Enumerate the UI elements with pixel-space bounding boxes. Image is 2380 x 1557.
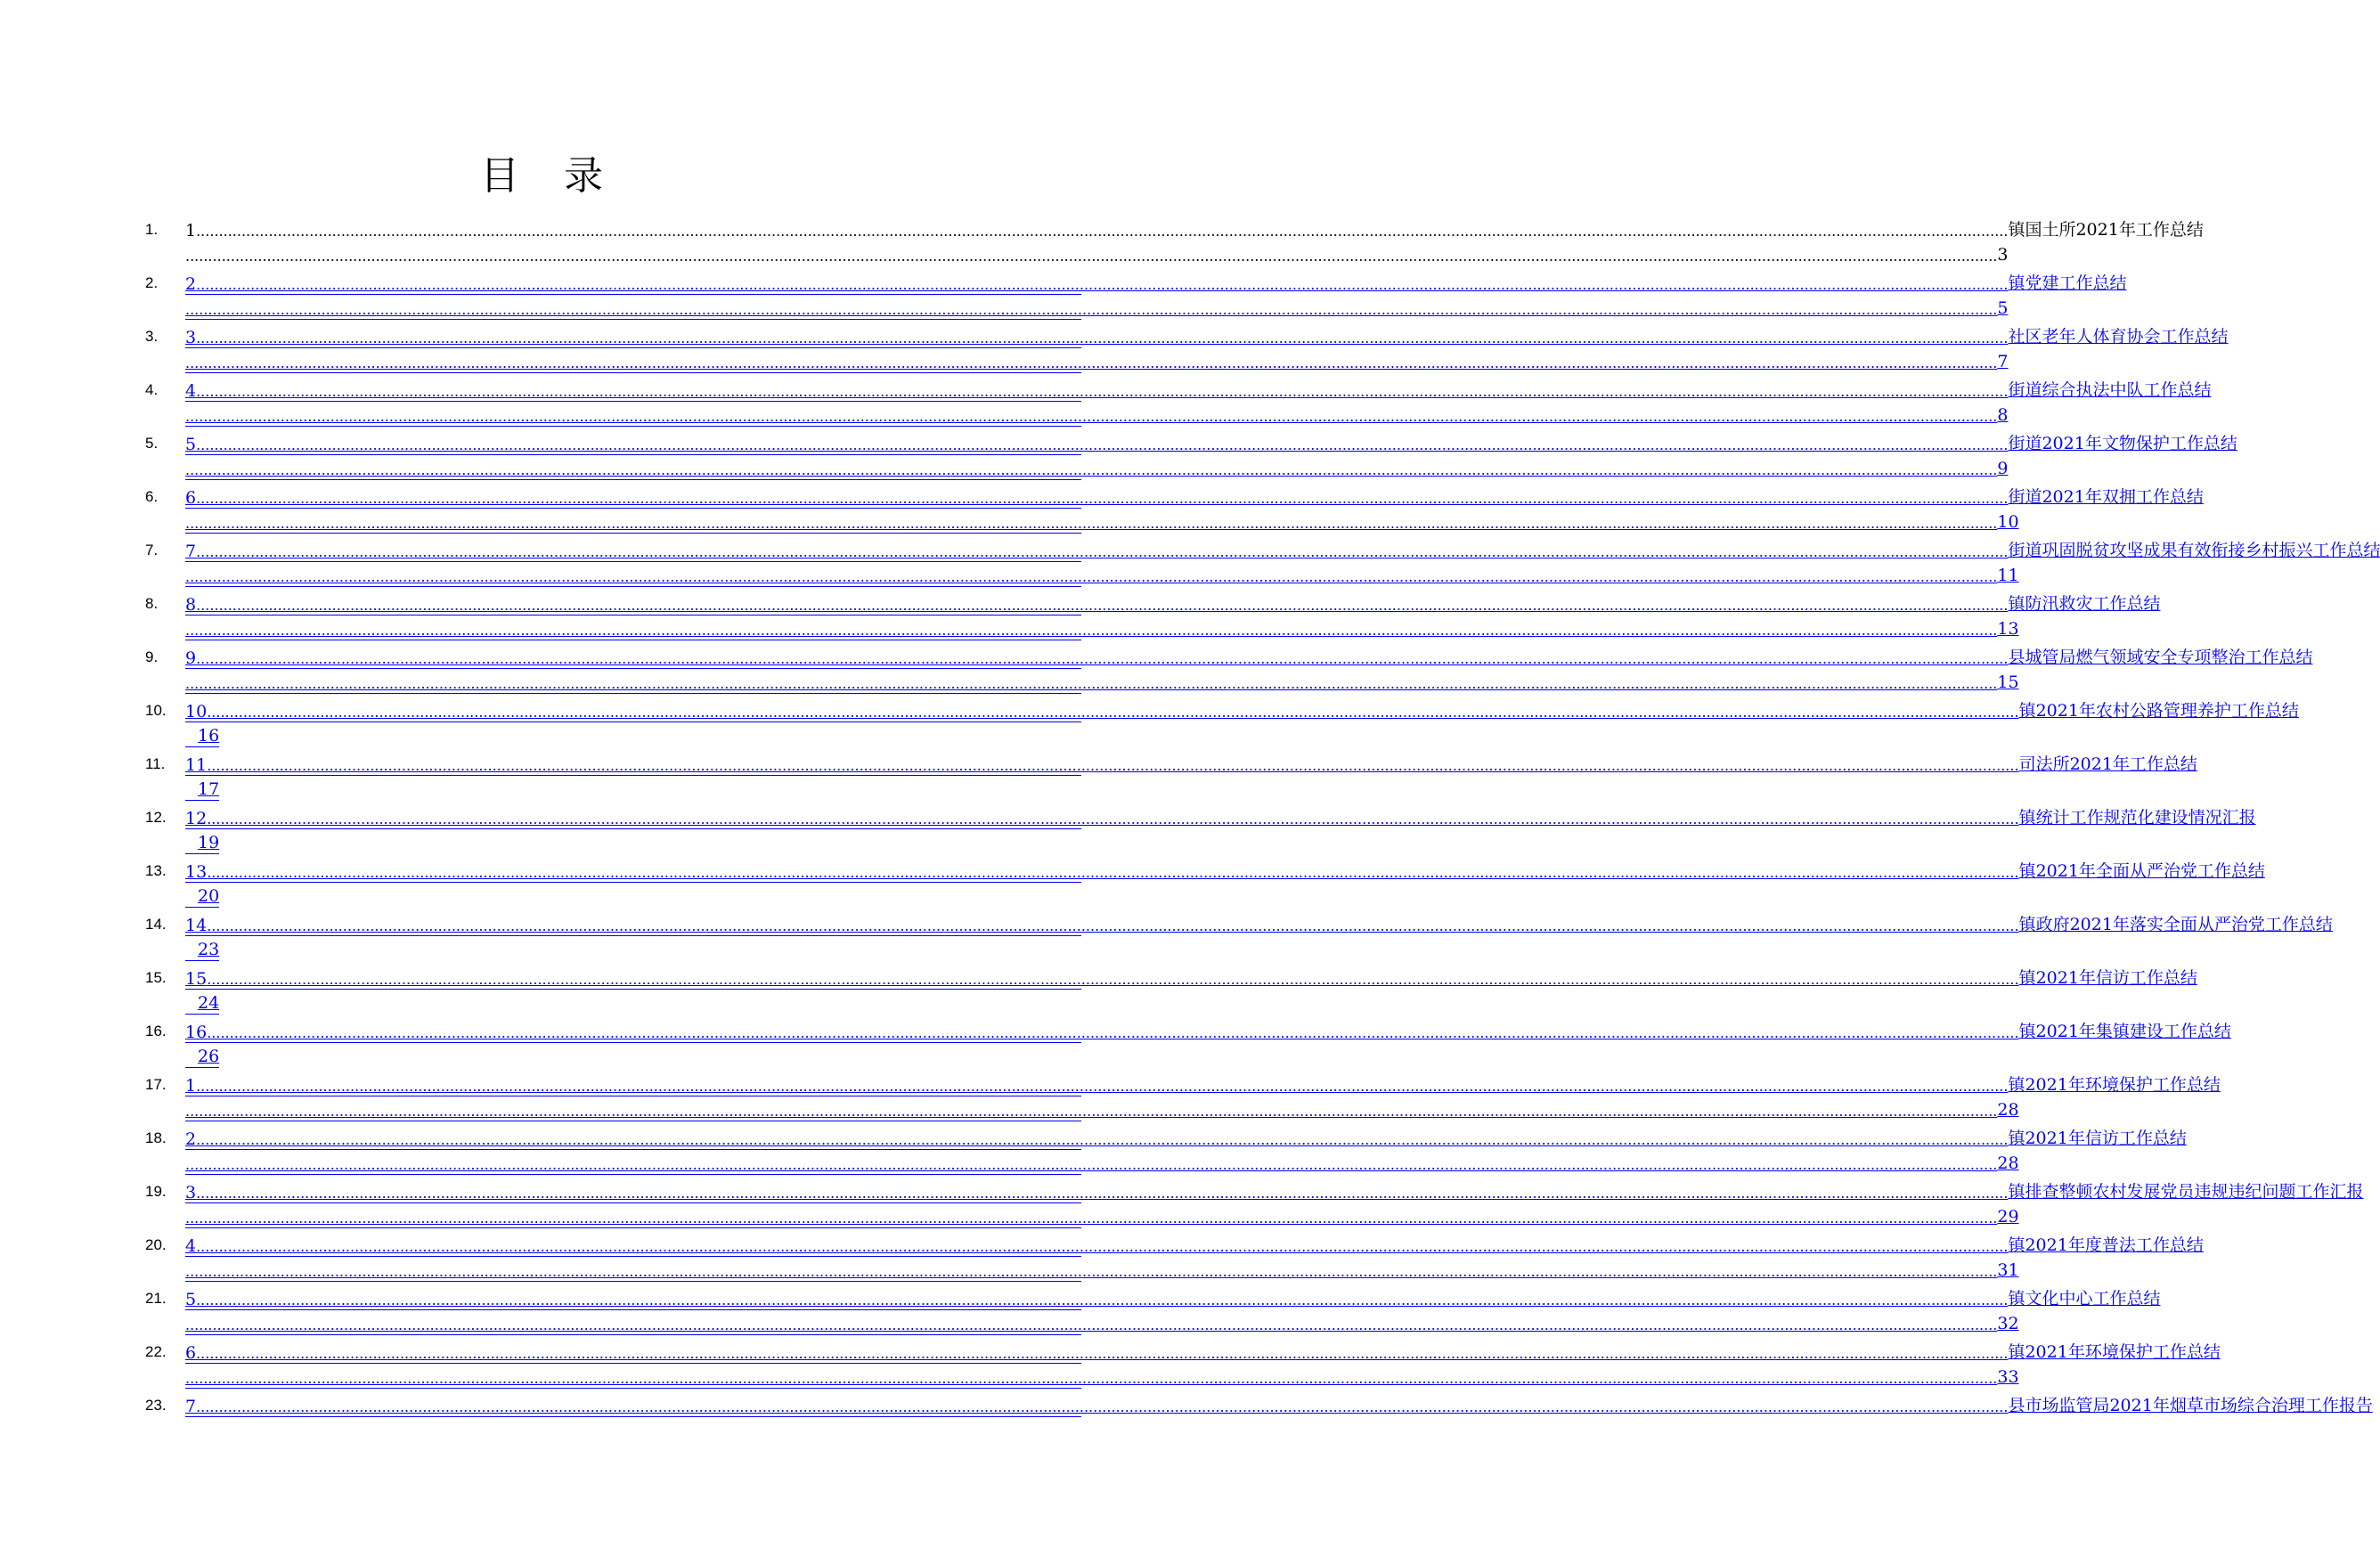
toc-entry-page-line[interactable] xyxy=(185,615,2019,640)
toc-entry-text: 镇2021年环境保护工作总结 xyxy=(2008,1342,2221,1362)
toc-entry-page-line[interactable] xyxy=(185,882,219,908)
dot-leader: ................................................................................................................................................................................................................................................................................................................................................................................................................ xyxy=(185,1210,1998,1227)
toc-entry-page-number: 5 xyxy=(1997,298,2009,318)
toc-entry-text: 司法所2021年工作总结 xyxy=(2018,754,2197,774)
toc-entry-text: 镇政府2021年落实全面从严治党工作总结 xyxy=(2018,915,2333,934)
toc-entry-title-line[interactable] xyxy=(185,1283,2161,1310)
toc-entry-page-number: 7 xyxy=(1997,352,2009,371)
toc-entry-lead: 3 xyxy=(185,1183,197,1202)
dot-leader: ................................................................................................................................................................................................................................................................................................................................................................................................................ xyxy=(196,1078,2009,1095)
toc-entry[interactable] xyxy=(0,534,2380,588)
toc-entry-title-line[interactable] xyxy=(185,267,2127,295)
toc-entry[interactable] xyxy=(0,321,2229,374)
toc-entry-text: 镇文化中心工作总结 xyxy=(2008,1289,2161,1308)
toc-entry-title-line[interactable] xyxy=(185,374,2212,402)
toc-entry[interactable] xyxy=(0,962,2197,1015)
toc-entry-page-number: 15 xyxy=(1997,673,2019,692)
toc-entry-number: 19. xyxy=(145,1183,167,1200)
toc-entry-number: 11. xyxy=(145,755,166,772)
dot-leader: ................................................................................................................................................................................................................................................................................................................................................................................................................ xyxy=(196,543,2009,560)
toc-entry-page-line[interactable] xyxy=(185,454,2009,480)
dot-leader: ................................................................................................................................................................................................................................................................................................................................................................................................................ xyxy=(207,864,2019,881)
toc-entry-page-line[interactable] xyxy=(185,1042,219,1068)
toc-entry[interactable] xyxy=(0,855,2265,909)
toc-entry[interactable] xyxy=(0,588,2161,641)
toc-entry-number: 21. xyxy=(145,1290,167,1307)
toc-entry-text: 镇党建工作总结 xyxy=(2008,273,2127,293)
toc-entry-lead: 5 xyxy=(185,435,197,454)
toc-entry[interactable] xyxy=(0,428,2237,481)
toc-entry-page-line[interactable] xyxy=(185,401,2009,427)
dot-leader: ................................................................................................................................................................................................................................................................................................................................................................................................................ xyxy=(185,515,1998,532)
toc-entry-text: 镇排查整顿农村发展党员违规违纪问题工作汇报 xyxy=(2008,1182,2364,1202)
toc-entry-number: 23. xyxy=(145,1397,167,1414)
toc-entry-page-line[interactable] xyxy=(185,721,219,747)
dot-leader: ................................................................................................................................................................................................................................................................................................................................................................................................................ xyxy=(196,490,2009,507)
dot-leader: ................................................................................................................................................................................................................................................................................................................................................................................................................ xyxy=(207,971,2019,988)
toc-entry-text: 县市场监管局2021年烟草市场综合治理工作报告 xyxy=(2008,1396,2373,1415)
toc-entry-page-number: 26 xyxy=(198,1047,220,1066)
toc-entry[interactable] xyxy=(0,748,2197,802)
toc-entry[interactable] xyxy=(0,1390,2373,1443)
toc-entry-title-line[interactable] xyxy=(185,909,2333,936)
toc-entry-page-line[interactable] xyxy=(185,668,2019,694)
toc-entry-number: 8. xyxy=(145,595,159,612)
toc-entry-page-line[interactable] xyxy=(185,347,2009,373)
toc-entry-number: 18. xyxy=(145,1129,167,1146)
toc-entry-lead: 14 xyxy=(185,916,208,935)
toc-entry-text: 镇2021年度普法工作总结 xyxy=(2008,1235,2204,1255)
dot-leader: ................................................................................................................................................................................................................................................................................................................................................................................................................ xyxy=(185,461,1998,478)
toc-entry-title-line[interactable] xyxy=(185,428,2237,455)
toc-entry-title-line[interactable] xyxy=(185,748,2197,776)
table-of-contents xyxy=(0,214,2380,1443)
toc-entry-lead: 7 xyxy=(185,542,197,561)
toc-entry-page-line[interactable] xyxy=(185,1256,2019,1282)
toc-entry-page-number: 16 xyxy=(198,726,220,746)
toc-entry-page-number: 17 xyxy=(198,779,220,799)
toc-entry[interactable] xyxy=(0,1176,2364,1229)
toc-entry-number: 10. xyxy=(145,702,167,719)
toc-entry-number: 7. xyxy=(145,542,159,558)
toc-entry-page-number: 33 xyxy=(1997,1367,2019,1387)
toc-entry-page-line[interactable] xyxy=(185,935,219,961)
toc-entry-lead: 12 xyxy=(185,809,208,828)
toc-entry-title-line[interactable] xyxy=(185,695,2299,722)
dot-leader: ................................................................................................................................................................................................................................................................................................................................................................................................................ xyxy=(185,675,1998,692)
toc-entry-lead: 7 xyxy=(185,1397,197,1416)
toc-entry-page-number: 23 xyxy=(198,940,220,959)
toc-entry-title-line[interactable] xyxy=(185,1229,2204,1257)
toc-entry-text: 镇防汛救灾工作总结 xyxy=(2008,594,2161,614)
toc-entry-lead: 4 xyxy=(185,1236,197,1256)
toc-entry[interactable] xyxy=(0,1336,2221,1390)
toc-entry-lead: 11 xyxy=(185,755,208,775)
toc-entry-text: 镇2021年信访工作总结 xyxy=(2008,1129,2187,1148)
dot-leader: ................................................................................................................................................................................................................................................................................................................................................................................................................ xyxy=(207,1024,2019,1041)
dot-leader: ................................................................................................................................................................................................................................................................................................................................................................................................................ xyxy=(185,1370,1998,1387)
dot-leader: ................................................................................................................................................................................................................................................................................................................................................................................................................ xyxy=(196,383,2009,400)
dot-leader: ................................................................................................................................................................................................................................................................................................................................................................................................................ xyxy=(196,1345,2009,1362)
toc-entry-page-line[interactable] xyxy=(185,1149,2019,1175)
toc-entry-page-number: 32 xyxy=(1997,1314,2019,1333)
toc-entry-page-line[interactable] xyxy=(185,775,219,801)
toc-entry-page-number: 11 xyxy=(1997,566,2019,585)
toc-entry-number: 1. xyxy=(145,221,159,238)
dot-leader: ................................................................................................................................................................................................................................................................................................................................................................................................................ xyxy=(185,248,1998,265)
toc-entry-text: 镇2021年信访工作总结 xyxy=(2018,968,2197,988)
toc-entry-lead: 15 xyxy=(185,969,208,989)
dot-leader: ................................................................................................................................................................................................................................................................................................................................................................................................................ xyxy=(185,301,1998,318)
toc-entry-title-line[interactable] xyxy=(185,802,2256,829)
toc-entry[interactable] xyxy=(0,1122,2187,1176)
toc-entry-page-number: 9 xyxy=(1997,459,2009,478)
toc-entry-number: 20. xyxy=(145,1236,167,1253)
toc-entry-page-number: 20 xyxy=(198,886,220,906)
dot-leader: ................................................................................................................................................................................................................................................................................................................................................................................................................ xyxy=(185,1263,1998,1280)
toc-entry-text: 街道综合执法中队工作总结 xyxy=(2008,380,2212,400)
toc-entry-page-line[interactable] xyxy=(185,1096,2019,1121)
dot-leader: ................................................................................................................................................................................................................................................................................................................................................................................................................ xyxy=(185,1103,1998,1120)
toc-entry-text: 社区老年人体育协会工作总结 xyxy=(2008,327,2229,346)
toc-entry-lead: 1 xyxy=(185,1076,197,1096)
toc-entry-text: 镇2021年农村公路管理养护工作总结 xyxy=(2018,701,2299,721)
toc-entry-number: 16. xyxy=(145,1023,167,1039)
toc-entry-title-line[interactable] xyxy=(185,534,2380,562)
toc-entry-title-line[interactable] xyxy=(185,855,2265,883)
toc-entry-number: 2. xyxy=(145,274,159,291)
toc-entry-title-line[interactable] xyxy=(185,1069,2221,1096)
toc-entry-title-line[interactable] xyxy=(185,1015,2231,1043)
toc-entry-lead: 13 xyxy=(185,862,208,882)
dot-leader: ................................................................................................................................................................................................................................................................................................................................................................................................................ xyxy=(207,811,2019,827)
dot-leader: ................................................................................................................................................................................................................................................................................................................................................................................................................ xyxy=(196,1398,2009,1415)
toc-entry[interactable] xyxy=(0,695,2299,748)
toc-entry-number: 17. xyxy=(145,1076,167,1093)
toc-entry-lead: 16 xyxy=(185,1023,208,1042)
toc-entry-number: 3. xyxy=(145,328,159,345)
dot-leader: ................................................................................................................................................................................................................................................................................................................................................................................................................ xyxy=(185,568,1998,585)
toc-entry-text: 镇统计工作规范化建设情况汇报 xyxy=(2018,808,2256,827)
toc-entry[interactable] xyxy=(0,267,2127,321)
toc-entry-text: 街道2021年双拥工作总结 xyxy=(2008,487,2204,507)
toc-entry-page-line[interactable] xyxy=(185,989,219,1015)
toc-entry-page-number: 28 xyxy=(1997,1153,2019,1173)
toc-entry-title-line xyxy=(185,214,2204,240)
toc-entry-title-line[interactable] xyxy=(185,641,2313,669)
toc-entry-number: 22. xyxy=(145,1343,167,1360)
toc-entry-title-line[interactable] xyxy=(185,1390,2373,1417)
dot-leader: ................................................................................................................................................................................................................................................................................................................................................................................................................ xyxy=(196,597,2009,614)
toc-title: 目 录 xyxy=(480,153,619,199)
dot-leader: ................................................................................................................................................................................................................................................................................................................................................................................................................ xyxy=(207,704,2019,721)
toc-entry-page-number: 28 xyxy=(1997,1100,2019,1120)
toc-entry-number: 15. xyxy=(145,969,167,986)
toc-entry-page-line[interactable] xyxy=(185,1309,2019,1335)
toc-entry-text: 街道巩固脱贫攻坚成果有效衔接乡村振兴工作总结 xyxy=(2008,541,2380,560)
toc-entry-text: 镇2021年集镇建设工作总结 xyxy=(2018,1022,2231,1041)
dot-leader: ................................................................................................................................................................................................................................................................................................................................................................................................................ xyxy=(185,1156,1998,1173)
toc-entry-number: 4. xyxy=(145,381,159,398)
toc-entry-number: 9. xyxy=(145,648,159,665)
toc-entry-lead: 1 xyxy=(185,221,197,240)
toc-entry-lead: 6 xyxy=(185,488,197,508)
dot-leader: ................................................................................................................................................................................................................................................................................................................................................................................................................ xyxy=(185,1317,1998,1333)
toc-entry-title-line[interactable] xyxy=(185,962,2197,990)
toc-entry-lead: 3 xyxy=(185,328,197,347)
toc-entry-page-number: 3 xyxy=(1997,245,2009,265)
toc-entry-page-number: 19 xyxy=(198,833,220,852)
toc-entry-number: 14. xyxy=(145,916,167,933)
toc-entry-text: 镇国土所2021年工作总结 xyxy=(2008,220,2204,240)
toc-entry-lead: 4 xyxy=(185,381,197,401)
toc-entry-number: 13. xyxy=(145,862,167,879)
toc-entry-page-number: 10 xyxy=(1997,512,2019,532)
toc-entry-text: 镇2021年环境保护工作总结 xyxy=(2008,1075,2221,1095)
toc-entry-lead: 2 xyxy=(185,274,197,294)
toc-entry-number: 12. xyxy=(145,809,167,826)
toc-entry[interactable] xyxy=(0,909,2333,962)
toc-entry-title-line[interactable] xyxy=(185,321,2229,348)
dot-leader: ................................................................................................................................................................................................................................................................................................................................................................................................................ xyxy=(196,1292,2009,1308)
dot-leader: ................................................................................................................................................................................................................................................................................................................................................................................................................ xyxy=(196,1131,2009,1148)
toc-entry-page-line[interactable] xyxy=(185,828,219,854)
toc-entry-page-line[interactable] xyxy=(185,1363,2019,1389)
toc-entry-title-line[interactable] xyxy=(185,1122,2187,1150)
dot-leader: ................................................................................................................................................................................................................................................................................................................................................................................................................ xyxy=(185,355,1998,371)
dot-leader: ................................................................................................................................................................................................................................................................................................................................................................................................................ xyxy=(207,757,2019,774)
dot-leader: ................................................................................................................................................................................................................................................................................................................................................................................................................ xyxy=(207,917,2019,934)
toc-entry-number: 5. xyxy=(145,435,159,452)
toc-entry-lead: 2 xyxy=(185,1129,197,1149)
toc-entry[interactable] xyxy=(0,1015,2231,1069)
dot-leader: ................................................................................................................................................................................................................................................................................................................................................................................................................ xyxy=(196,1238,2009,1255)
toc-entry[interactable] xyxy=(0,1229,2204,1283)
toc-entry-page-line[interactable] xyxy=(185,294,2009,320)
toc-entry-title-line[interactable] xyxy=(185,1176,2364,1203)
toc-entry-number: 6. xyxy=(145,488,159,505)
toc-entry-title-line[interactable] xyxy=(185,481,2204,509)
dot-leader: ................................................................................................................................................................................................................................................................................................................................................................................................................ xyxy=(196,1185,2009,1202)
toc-entry-page-line xyxy=(185,240,2009,265)
toc-entry-page-line[interactable] xyxy=(185,1202,2019,1228)
toc-entry-page-line[interactable] xyxy=(185,561,2019,587)
toc-entry-lead: 6 xyxy=(185,1343,197,1363)
dot-leader: ................................................................................................................................................................................................................................................................................................................................................................................................................ xyxy=(196,650,2009,667)
toc-entry-text: 县城管局燃气领域安全专项整治工作总结 xyxy=(2008,648,2313,667)
toc-entry-text: 镇2021年全面从严治党工作总结 xyxy=(2018,861,2265,881)
toc-entry-page-number: 13 xyxy=(1997,619,2019,639)
toc-entry-lead: 9 xyxy=(185,648,197,668)
toc-entry-page-number: 31 xyxy=(1997,1260,2019,1280)
dot-leader: ................................................................................................................................................................................................................................................................................................................................................................................................................ xyxy=(185,408,1998,425)
toc-entry-text: 街道2021年文物保护工作总结 xyxy=(2008,434,2237,453)
toc-entry-page-number: 24 xyxy=(198,993,220,1013)
toc-entry-lead: 5 xyxy=(185,1290,197,1309)
toc-entry-lead: 8 xyxy=(185,595,197,615)
toc-entry-title-line[interactable] xyxy=(185,588,2161,615)
toc-entry[interactable] xyxy=(0,374,2212,428)
dot-leader: ................................................................................................................................................................................................................................................................................................................................................................................................................ xyxy=(185,622,1998,639)
dot-leader: ................................................................................................................................................................................................................................................................................................................................................................................................................ xyxy=(196,223,2009,240)
toc-entry-page-line[interactable] xyxy=(185,508,2019,534)
dot-leader: ................................................................................................................................................................................................................................................................................................................................................................................................................ xyxy=(196,330,2009,346)
toc-entry-lead: 10 xyxy=(185,702,208,721)
dot-leader: ................................................................................................................................................................................................................................................................................................................................................................................................................ xyxy=(196,276,2009,293)
toc-entry[interactable] xyxy=(0,1283,2161,1336)
toc-entry xyxy=(0,214,2204,267)
toc-entry[interactable] xyxy=(0,481,2204,534)
toc-entry-title-line[interactable] xyxy=(185,1336,2221,1364)
toc-entry[interactable] xyxy=(0,641,2313,695)
dot-leader: ................................................................................................................................................................................................................................................................................................................................................................................................................ xyxy=(196,436,2009,453)
toc-entry-page-number: 8 xyxy=(1997,405,2009,425)
toc-entry[interactable] xyxy=(0,1069,2221,1122)
toc-entry[interactable] xyxy=(0,802,2256,855)
toc-entry-page-number: 29 xyxy=(1997,1207,2019,1227)
